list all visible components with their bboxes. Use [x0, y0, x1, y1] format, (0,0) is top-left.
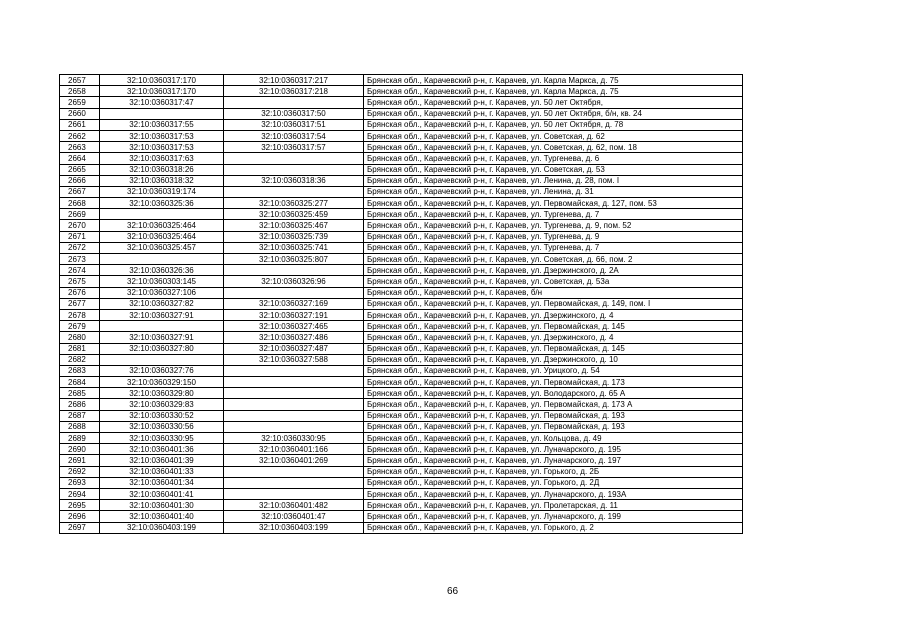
- table-row: [60, 130, 743, 141]
- cadastral-number-cell: 32:10:0360325:739: [224, 231, 364, 242]
- address-cell: Брянская обл., Карачевский р-н, г. Карачев, ул. Тургенева, д. 9, пом. 52: [364, 220, 743, 231]
- address-cell: Брянская обл., Карачевский р-н, г. Карачев, ул. Первомайская, д. 193: [364, 421, 743, 432]
- cadastral-number-cell: 32:10:0360401:269: [224, 455, 364, 466]
- row-number: 2665: [60, 164, 100, 175]
- cadastral-number-cell: 32:10:0360325:807: [224, 254, 364, 265]
- address-cell: Брянская обл., Карачевский р-н, г. Карачев, ул. 50 лет Октября,: [364, 97, 743, 108]
- cadastral-number-cell: 32:10:0360401:33: [100, 466, 224, 477]
- cadastral-number-cell: 32:10:0360401:41: [100, 488, 224, 499]
- cadastral-number-cell: 32:10:0360403:199: [100, 522, 224, 533]
- table-row: [60, 254, 743, 265]
- page-number: 66: [446, 586, 459, 597]
- cadastral-number-cell: 32:10:0360317:63: [100, 153, 224, 164]
- cadastral-number-cell: 32:10:0360325:457: [100, 242, 224, 253]
- table-row: [60, 142, 743, 153]
- row-number: 2669: [60, 209, 100, 220]
- table-row: [60, 220, 743, 231]
- row-number: 2672: [60, 242, 100, 253]
- table-row: [60, 365, 743, 376]
- cadastral-number-cell: 32:10:0360317:170: [100, 75, 224, 86]
- table-row: [60, 276, 743, 287]
- address-cell: Брянская обл., Карачевский р-н, г. Карачев, ул. Пролетарская, д. 11: [364, 500, 743, 511]
- cadastral-number-cell: 32:10:0360401:30: [100, 500, 224, 511]
- cadastral-number-cell: 32:10:0360401:34: [100, 477, 224, 488]
- address-cell: Брянская обл., Карачевский р-н, г. Карачев, ул. Первомайская, д. 173 А: [364, 399, 743, 410]
- table-row: [60, 421, 743, 432]
- cadastral-number-cell: [224, 97, 364, 108]
- cadastral-number-cell: [224, 377, 364, 388]
- row-number: 2674: [60, 265, 100, 276]
- cadastral-number-cell: [100, 108, 224, 119]
- cadastral-number-cell: 32:10:0360327:169: [224, 298, 364, 309]
- cadastral-number-cell: [100, 354, 224, 365]
- cadastral-number-cell: 32:10:0360317:51: [224, 119, 364, 130]
- address-cell: Брянская обл., Карачевский р-н, г. Карачев, ул. Урицкого, д. 54: [364, 365, 743, 376]
- cadastral-number-cell: [224, 421, 364, 432]
- address-cell: Брянская обл., Карачевский р-н, г. Карачев, ул. Луначарского, д. 193А: [364, 488, 743, 499]
- address-cell: Брянская обл., Карачевский р-н, г. Карачев, ул. Кольцова, д. 49: [364, 433, 743, 444]
- table-row: [60, 399, 743, 410]
- address-cell: Брянская обл., Карачевский р-н, г. Карачев, ул. Луначарского, д. 199: [364, 511, 743, 522]
- row-number: 2671: [60, 231, 100, 242]
- cadastral-number-cell: [100, 209, 224, 220]
- address-cell: Брянская обл., Карачевский р-н, г. Карачев, ул. Тургенева, д. 7: [364, 242, 743, 253]
- cadastral-number-cell: [224, 265, 364, 276]
- table-row: [60, 511, 743, 522]
- row-number: 2695: [60, 500, 100, 511]
- cadastral-number-cell: [224, 410, 364, 421]
- cadastral-number-cell: 32:10:0360327:76: [100, 365, 224, 376]
- address-cell: Брянская обл., Карачевский р-н, г. Карачев, ул. Горького, д. 2Д: [364, 477, 743, 488]
- address-cell: Брянская обл., Карачевский р-н, г. Карачев, ул. Первомайская, д. 127, пом. 53: [364, 198, 743, 209]
- cadastral-number-cell: [100, 254, 224, 265]
- cadastral-number-cell: 32:10:0360317:54: [224, 130, 364, 141]
- cadastral-number-cell: 32:10:0360317:50: [224, 108, 364, 119]
- address-cell: Брянская обл., Карачевский р-н, г. Карачев, ул. Советская, д. 62, пом. 18: [364, 142, 743, 153]
- row-number: 2688: [60, 421, 100, 432]
- cadastral-number-cell: 32:10:0360317:53: [100, 130, 224, 141]
- address-cell: Брянская обл., Карачевский р-н, г. Карачев, ул. Первомайская, д. 145: [364, 321, 743, 332]
- row-number: 2666: [60, 175, 100, 186]
- cadastral-number-cell: 32:10:0360325:277: [224, 198, 364, 209]
- address-cell: Брянская обл., Карачевский р-н, г. Карачев, ул. Первомайская, д. 145: [364, 343, 743, 354]
- cadastral-number-cell: [224, 388, 364, 399]
- row-number: 2678: [60, 309, 100, 320]
- cadastral-number-cell: [224, 153, 364, 164]
- cadastral-number-cell: 32:10:0360329:83: [100, 399, 224, 410]
- address-cell: Брянская обл., Карачевский р-н, г. Карачев, ул. Тургенева, д. 7: [364, 209, 743, 220]
- address-cell: Брянская обл., Карачевский р-н, г. Карачев, ул. Карла Маркса, д. 75: [364, 86, 743, 97]
- cadastral-number-cell: 32:10:0360401:36: [100, 444, 224, 455]
- table-row: [60, 455, 743, 466]
- cadastral-number-cell: [224, 466, 364, 477]
- address-cell: Брянская обл., Карачевский р-н, г. Карачев, ул. Тургенева, д. 6: [364, 153, 743, 164]
- table-row: [60, 186, 743, 197]
- row-number: 2661: [60, 119, 100, 130]
- row-number: 2658: [60, 86, 100, 97]
- row-number: 2681: [60, 343, 100, 354]
- row-number: 2687: [60, 410, 100, 421]
- cadastral-number-cell: 32:10:0360327:80: [100, 343, 224, 354]
- row-number: 2686: [60, 399, 100, 410]
- cadastral-number-cell: 32:10:0360326:96: [224, 276, 364, 287]
- address-cell: Брянская обл., Карачевский р-н, г. Карачев, ул. Советская, д. 53а: [364, 276, 743, 287]
- row-number: 2694: [60, 488, 100, 499]
- row-number: 2662: [60, 130, 100, 141]
- table-row: [60, 477, 743, 488]
- cadastral-number-cell: 32:10:0360401:47: [224, 511, 364, 522]
- address-cell: Брянская обл., Карачевский р-н, г. Карачев, ул. Дзержинского, д. 10: [364, 354, 743, 365]
- table-row: [60, 97, 743, 108]
- row-number: 2683: [60, 365, 100, 376]
- table-row: [60, 444, 743, 455]
- address-cell: Брянская обл., Карачевский р-н, г. Карачев, ул. Дзержинского, д. 4: [364, 332, 743, 343]
- cadastral-number-cell: 32:10:0360401:39: [100, 455, 224, 466]
- table-row: [60, 388, 743, 399]
- address-cell: Брянская обл., Карачевский р-н, г. Карачев, ул. Володарского, д. 65 А: [364, 388, 743, 399]
- row-number: 2689: [60, 433, 100, 444]
- table-row: [60, 287, 743, 298]
- row-number: 2692: [60, 466, 100, 477]
- row-number: 2680: [60, 332, 100, 343]
- row-number: 2660: [60, 108, 100, 119]
- table-row: [60, 377, 743, 388]
- cadastral-number-cell: 32:10:0360327:82: [100, 298, 224, 309]
- cadastral-number-cell: [224, 287, 364, 298]
- table-row: [60, 209, 743, 220]
- cadastral-number-cell: 32:10:0360330:95: [224, 433, 364, 444]
- cadastral-number-cell: 32:10:0360330:52: [100, 410, 224, 421]
- address-cell: Брянская обл., Карачевский р-н, г. Карачев, ул. Первомайская, д. 193: [364, 410, 743, 421]
- address-cell: Брянская обл., Карачевский р-н, г. Карачев, ул. Карла Маркса, д. 75: [364, 75, 743, 86]
- row-number: 2663: [60, 142, 100, 153]
- cadastral-number-cell: 32:10:0360325:467: [224, 220, 364, 231]
- cadastral-number-cell: 32:10:0360317:55: [100, 119, 224, 130]
- table-row: [60, 119, 743, 130]
- table-body: [60, 75, 743, 534]
- cadastral-number-cell: [100, 321, 224, 332]
- cadastral-number-cell: 32:10:0360318:32: [100, 175, 224, 186]
- row-number: 2684: [60, 377, 100, 388]
- table-row: [60, 410, 743, 421]
- address-cell: Брянская обл., Карачевский р-н, г. Карачев, ул. 50 лет Октября, б/н, кв. 24: [364, 108, 743, 119]
- table-row: [60, 86, 743, 97]
- table-row: [60, 466, 743, 477]
- row-number: 2659: [60, 97, 100, 108]
- table-row: [60, 75, 743, 86]
- table-row: [60, 164, 743, 175]
- row-number: 2668: [60, 198, 100, 209]
- cadastral-table: [59, 74, 743, 534]
- table-row: [60, 522, 743, 533]
- row-number: 2685: [60, 388, 100, 399]
- cadastral-number-cell: 32:10:0360325:459: [224, 209, 364, 220]
- row-number: 2691: [60, 455, 100, 466]
- address-cell: Брянская обл., Карачевский р-н, г. Карачев, ул. Горького, д. 2: [364, 522, 743, 533]
- cadastral-number-cell: [224, 488, 364, 499]
- row-number: 2679: [60, 321, 100, 332]
- cadastral-number-cell: 32:10:0360327:588: [224, 354, 364, 365]
- address-cell: Брянская обл., Карачевский р-н, г. Карачев, ул. Дзержинского, д. 2А: [364, 265, 743, 276]
- cadastral-number-cell: 32:10:0360330:56: [100, 421, 224, 432]
- address-cell: Брянская обл., Карачевский р-н, г. Карачев, ул. Горького, д. 2Б: [364, 466, 743, 477]
- row-number: 2693: [60, 477, 100, 488]
- table-row: [60, 175, 743, 186]
- row-number: 2677: [60, 298, 100, 309]
- address-cell: Брянская обл., Карачевский р-н, г. Карачев, ул. Советская, д. 53: [364, 164, 743, 175]
- cadastral-number-cell: 32:10:0360330:95: [100, 433, 224, 444]
- cadastral-number-cell: 32:10:0360317:53: [100, 142, 224, 153]
- cadastral-number-cell: 32:10:0360329:80: [100, 388, 224, 399]
- cadastral-number-cell: 32:10:0360326:36: [100, 265, 224, 276]
- address-cell: Брянская обл., Карачевский р-н, г. Карачев, ул. Советская, д. 62: [364, 130, 743, 141]
- cadastral-number-cell: 32:10:0360303:145: [100, 276, 224, 287]
- cadastral-number-cell: 32:10:0360327:106: [100, 287, 224, 298]
- cadastral-number-cell: 32:10:0360318:36: [224, 175, 364, 186]
- cadastral-number-cell: 32:10:0360318:26: [100, 164, 224, 175]
- table-row: [60, 309, 743, 320]
- address-cell: Брянская обл., Карачевский р-н, г. Карачев, ул. Ленина, д. 28, пом. I: [364, 175, 743, 186]
- cadastral-number-cell: [224, 477, 364, 488]
- cadastral-number-cell: 32:10:0360317:170: [100, 86, 224, 97]
- cadastral-number-cell: 32:10:0360327:191: [224, 309, 364, 320]
- address-cell: Брянская обл., Карачевский р-н, г. Карачев, ул. Советская, д. 66, пом. 2: [364, 254, 743, 265]
- table-row: [60, 153, 743, 164]
- row-number: 2667: [60, 186, 100, 197]
- address-cell: Брянская обл., Карачевский р-н, г. Карачев, ул. Ленина, д. 31: [364, 186, 743, 197]
- row-number: 2670: [60, 220, 100, 231]
- table-row: [60, 433, 743, 444]
- row-number: 2697: [60, 522, 100, 533]
- row-number: 2673: [60, 254, 100, 265]
- row-number: 2690: [60, 444, 100, 455]
- address-cell: Брянская обл., Карачевский р-н, г. Карачев, ул. Тургенева, д. 9: [364, 231, 743, 242]
- table-row: [60, 354, 743, 365]
- cadastral-number-cell: [224, 365, 364, 376]
- cadastral-number-cell: 32:10:0360327:487: [224, 343, 364, 354]
- table-row: [60, 343, 743, 354]
- cadastral-number-cell: 32:10:0360317:47: [100, 97, 224, 108]
- cadastral-number-cell: 32:10:0360401:166: [224, 444, 364, 455]
- cadastral-number-cell: 32:10:0360329:150: [100, 377, 224, 388]
- row-number: 2675: [60, 276, 100, 287]
- table-row: [60, 242, 743, 253]
- cadastral-number-cell: 32:10:0360327:465: [224, 321, 364, 332]
- cadastral-number-cell: [224, 164, 364, 175]
- cadastral-number-cell: 32:10:0360403:199: [224, 522, 364, 533]
- table-row: [60, 500, 743, 511]
- cadastral-number-cell: [224, 186, 364, 197]
- cadastral-number-cell: 32:10:0360327:91: [100, 309, 224, 320]
- table-row: [60, 231, 743, 242]
- address-cell: Брянская обл., Карачевский р-н, г. Карачев, ул. Дзержинского, д. 4: [364, 309, 743, 320]
- cadastral-number-cell: 32:10:0360319:174: [100, 186, 224, 197]
- table-row: [60, 321, 743, 332]
- cadastral-number-cell: 32:10:0360317:57: [224, 142, 364, 153]
- row-number: 2664: [60, 153, 100, 164]
- row-number: 2682: [60, 354, 100, 365]
- table-row: [60, 198, 743, 209]
- cadastral-number-cell: 32:10:0360401:40: [100, 511, 224, 522]
- table-row: [60, 108, 743, 119]
- table-row: [60, 488, 743, 499]
- address-cell: Брянская обл., Карачевский р-н, г. Карачев, ул. Первомайская, д. 149, пом. I: [364, 298, 743, 309]
- address-cell: Брянская обл., Карачевский р-н, г. Карачев, ул. Первомайская, д. 173: [364, 377, 743, 388]
- cadastral-number-cell: 32:10:0360327:486: [224, 332, 364, 343]
- table-row: [60, 332, 743, 343]
- address-cell: Брянская обл., Карачевский р-н, г. Карачев, ул. Луначарского, д. 197: [364, 455, 743, 466]
- cadastral-number-cell: 32:10:0360325:741: [224, 242, 364, 253]
- cadastral-number-cell: 32:10:0360325:464: [100, 231, 224, 242]
- row-number: 2676: [60, 287, 100, 298]
- cadastral-number-cell: 32:10:0360317:218: [224, 86, 364, 97]
- table-row: [60, 298, 743, 309]
- cadastral-number-cell: [224, 399, 364, 410]
- address-cell: Брянская обл., Карачевский р-н, г. Карачев, б/н: [364, 287, 743, 298]
- cadastral-number-cell: 32:10:0360317:217: [224, 75, 364, 86]
- address-cell: Брянская обл., Карачевский р-н, г. Карачев, ул. 50 лет Октября, д. 78: [364, 119, 743, 130]
- cadastral-number-cell: 32:10:0360325:464: [100, 220, 224, 231]
- cadastral-number-cell: 32:10:0360401:482: [224, 500, 364, 511]
- row-number: 2696: [60, 511, 100, 522]
- address-cell: Брянская обл., Карачевский р-н, г. Карачев, ул. Луначарского, д. 195: [364, 444, 743, 455]
- cadastral-number-cell: 32:10:0360327:91: [100, 332, 224, 343]
- cadastral-number-cell: 32:10:0360325:36: [100, 198, 224, 209]
- table-row: [60, 265, 743, 276]
- row-number: 2657: [60, 75, 100, 86]
